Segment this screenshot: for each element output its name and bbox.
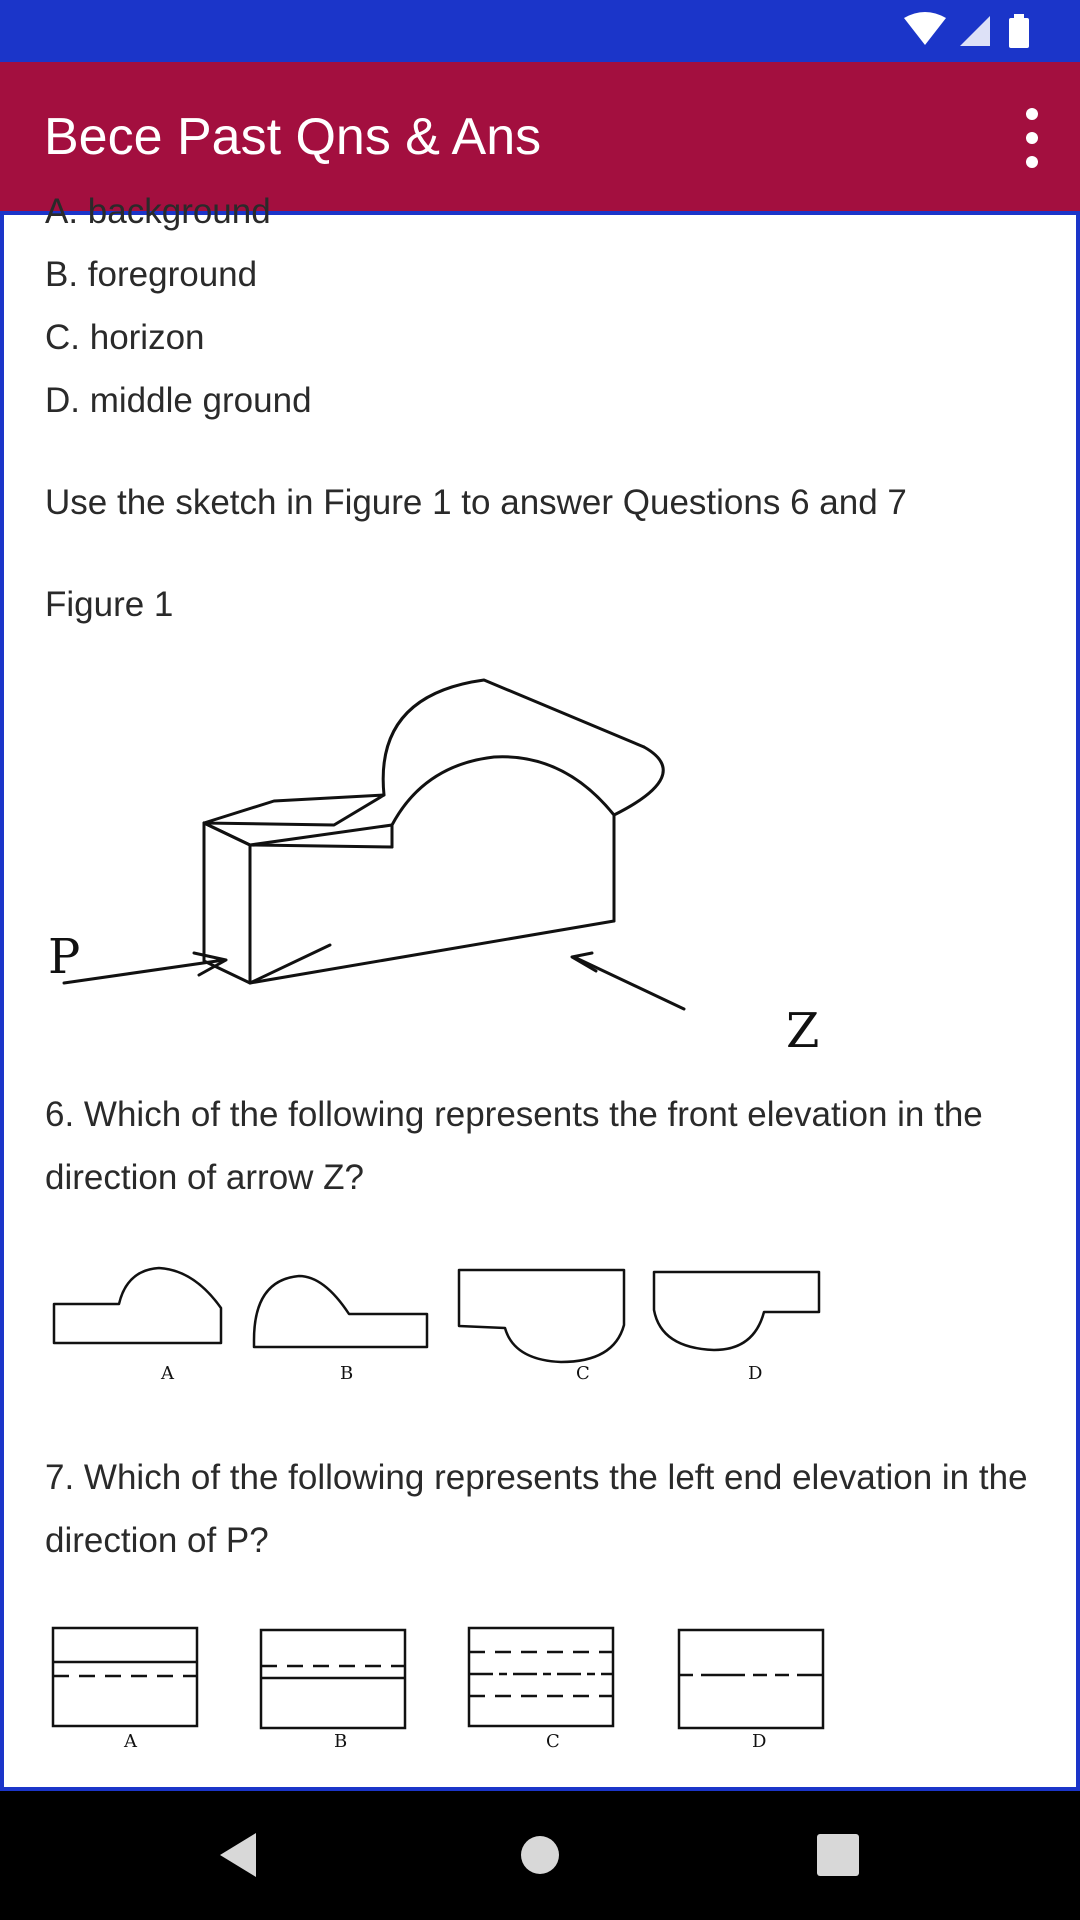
recents-square-icon[interactable] xyxy=(802,1819,874,1891)
q6-option-b-shape xyxy=(254,1276,427,1347)
q7-label-b: B xyxy=(334,1731,348,1752)
battery-icon xyxy=(1009,14,1029,48)
back-triangle-icon[interactable] xyxy=(202,1819,274,1891)
q6-option-a-shape xyxy=(54,1268,221,1343)
figure-1-label-p: P xyxy=(48,929,81,985)
option-b-text: B. foreground xyxy=(45,255,258,294)
home-circle-icon[interactable] xyxy=(504,1819,576,1891)
q7-option-d-shape xyxy=(679,1630,823,1728)
status-bar xyxy=(0,0,1080,62)
q6-option-d-shape xyxy=(654,1272,819,1350)
q6-option-c-shape xyxy=(459,1270,624,1362)
question-7-text: 7. Which of the following represents the left end elevation in the direction of P? xyxy=(45,1458,1028,1560)
q7-label-d: D xyxy=(752,1731,767,1752)
app-bar xyxy=(0,62,1080,211)
navigation-bar xyxy=(0,1791,1080,1920)
q7-option-a-shape xyxy=(53,1628,197,1726)
figure-1-label-z: Z xyxy=(786,1003,820,1059)
option-d-text: D. middle ground xyxy=(45,381,312,420)
q7-option-c-shape xyxy=(469,1628,613,1726)
q7-label-c: C xyxy=(546,1731,560,1752)
question-7-options xyxy=(49,1618,839,1728)
q6-label-c: C xyxy=(576,1363,590,1384)
option-a-text: A. background xyxy=(45,192,271,231)
figure-label: Figure 1 xyxy=(45,585,174,624)
q6-label-a: A xyxy=(161,1363,174,1384)
q6-label-d: D xyxy=(748,1363,763,1384)
app-title: Bece Past Qns & Ans xyxy=(44,108,542,166)
question-6-text: 6. Which of the following represents the front elevation in the direction of arrow Z? xyxy=(45,1095,983,1197)
q6-label-b: B xyxy=(340,1363,354,1384)
figure-1-sketch xyxy=(44,675,844,1059)
more-vert-icon[interactable] xyxy=(984,90,1080,186)
status-icons xyxy=(904,12,1044,50)
q7-option-b-shape xyxy=(261,1630,405,1728)
question-6-options xyxy=(49,1250,829,1350)
wifi-icon xyxy=(904,12,946,45)
q7-label-a: A xyxy=(124,1731,137,1752)
instruction-text: Use the sketch in Figure 1 to answer Questions 6 and 7 xyxy=(45,483,907,522)
signal-icon xyxy=(960,16,990,46)
question-content[interactable] xyxy=(4,192,1076,1787)
content-frame xyxy=(0,192,1080,1791)
option-c-text: C. horizon xyxy=(45,318,205,357)
